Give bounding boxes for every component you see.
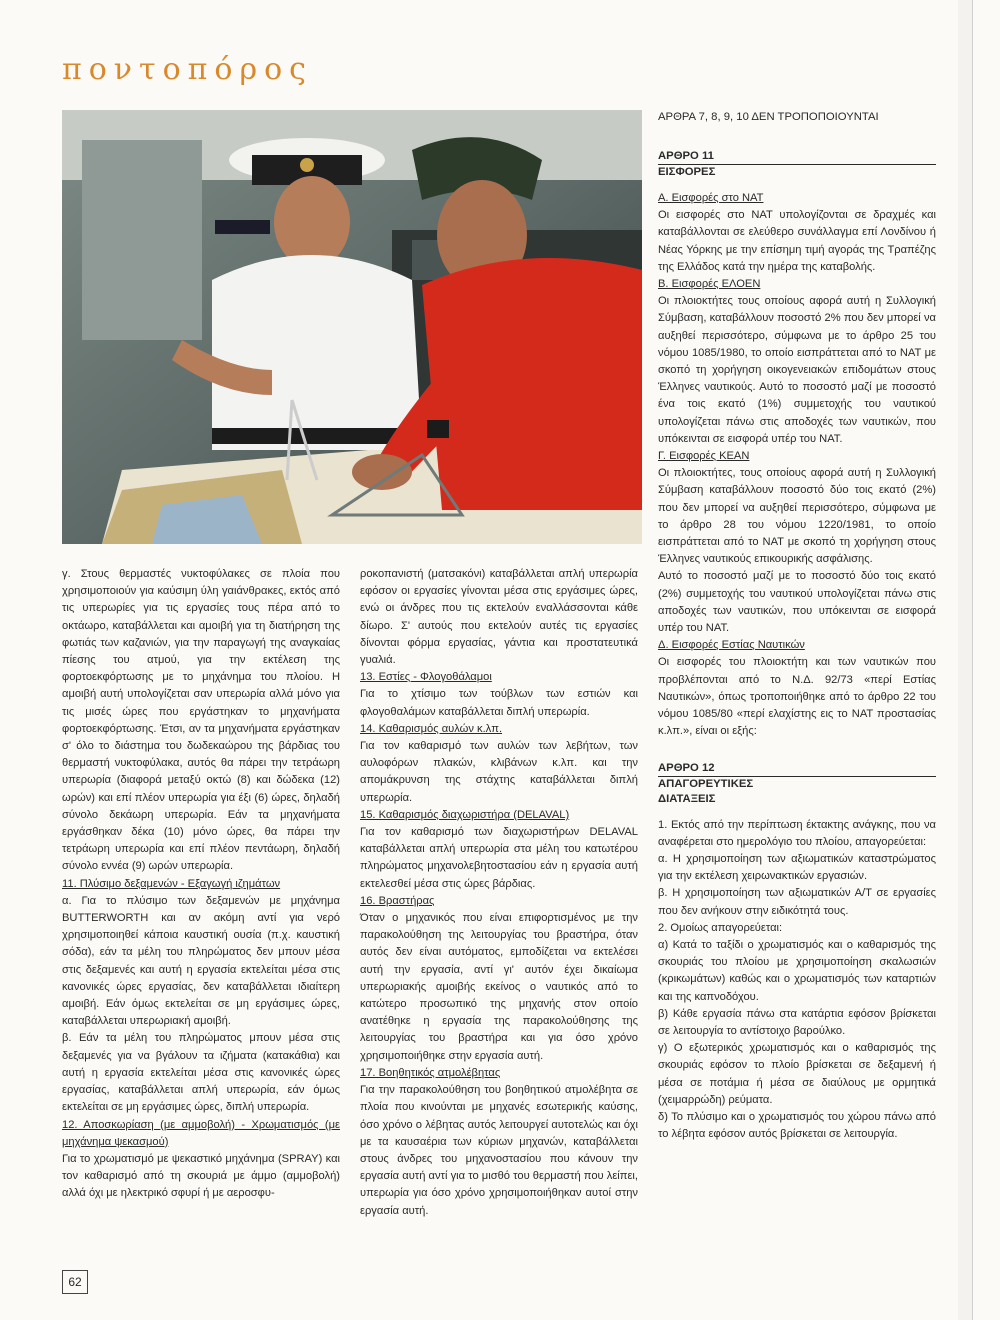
col2-paragraph: Για τον καθαρισμό των διαχωριστήρων DELAVAL καταβάλλεται απλή υπερωρία στα μέλη του κατωτέρου πληρώματος μηχανολεβητοστασίου εάν η εργασία αυτή εκτελεσθεί μέσα στις ώρες βάρδιας.: [360, 826, 638, 890]
section-heading: 13. Εστίες - Φλογοθάλαμοι: [360, 671, 492, 684]
col1-paragraph: γ. Στους θερμαστές νυκτοφύλακες σε πλοία που χρησιμοποιούν για καύσιμη ύλη γαιάνθρακες, εκτός από τις υπερωρίες για τις εργασίες τους πέρα από το οκτάωρο, καταβάλλεται και αμοιβή για τη διατήρηση της φωτιάς των καζανιών, για την παραγωγή της αναγκαίας πίεσης του ατμού, για την εκτέλεση της φορτοεκφόρτωσης με το μηχάνημα του πλοίου. Η αμοιβή αυτή υπολογίζεται σαν υπερωρία αλλά μόνο για τις μισές ώρες που εργάστηκαν το μηχανήματα φορτοεκφόρτωσης. Έτσι, αν τα μηχανήματα εργάστηκαν σ' όλο το διάστημα του δωδεκαώρου της βάρδιας του θερμαστή νυκτοφύλακα, αυτός θα πάρει την τετράωρη υπερωρία (διαφορά μεταξύ οκτώ (8) και δώδεκα (12) ωρών) και επί πλέον υπερωρία για έξι (6) ώρες, δηλαδή σύνολο δεκάωρη υπερωρία. Εάν τα μηχανήματα εργάσθηκαν δέκα (10) μόνο ώρες, θα πάρει την τετράωρη υπερωρία και επί πλέον πεντάωρη, δηλαδή σύνολο εννέα (9) ωρών υπερωρία.: [62, 568, 340, 873]
article-11-title: ΑΡΘΡΟ 11: [658, 150, 714, 162]
article-12-paragraph: β) Κάθε εργασία πάνω στα κατάρτια εφόσον βρίσκεται σε λειτουργία το αντίστοιχο βαρούλκο.: [658, 1007, 936, 1037]
article-11-paragraph: Οι εισφορές στο ΝΑΤ υπολογίζονται σε δραχμές και καταβάλλονται σε ελεύθερο συνάλλαγμα επί Λονδίνου ή Νέας Υόρκης με την επίσημη τιμή αγοράς της Τραπέζης της Ελλάδος κατά την ημέρα της καταβολής.: [658, 209, 936, 273]
col1-paragraph: β. Εάν τα μέλη του πληρώματος μπουν μέσα στις δεξαμενές για να βγάλουν τα ιζήματα (κατακάθια) και αυτή η εργασία εκτελείται μέσα στις κανονικές ώρες εργασίας, καταβάλλεται απλή υπερωρία, εάν όμως εκτελείται σε μη εργάσιμες ώρες, διπλή υπερωρία.: [62, 1032, 340, 1114]
article-11-subtitle: ΕΙΣΦΟΡΕΣ: [658, 166, 716, 178]
article-12-subtitle-2: ΔΙΑΤΑΞΕΙΣ: [658, 792, 716, 805]
col2-paragraph: Για την παρακολούθηση του βοηθητικού ατμολέβητα σε πλοία που κινούνται με μηχανές εσωτερικής καύσης, όσο χρόνο ο λέβητας αυτός λειτουργεί αυτοτελώς και όχι με τα καυσαέρια των κύριων μηχανών, καταβάλλεται στους άνδρες του μηχανοστασίου που κάνουν την εργασία αυτή αντί για το μισθό του θερμαστή που λείπει, υπερωρία για όσο χρόνο χρησιμοποιήθηκαν αυτοί στην εργασία αυτή.: [360, 1084, 638, 1217]
article-12-paragraph: δ) Το πλύσιμο και ο χρωματισμός του χώρου πάνω από το λέβητα εφόσον αυτός βρίσκεται σε λειτουργία.: [658, 1110, 936, 1141]
articles-unchanged-note: ΑΡΘΡΑ 7, 8, 9, 10 ΔΕΝ ΤΡΟΠΟΠΟΙΟΥΝΤΑΙ: [658, 111, 879, 123]
page-number: 62: [62, 1270, 88, 1294]
col1-paragraph: Για το χρωματισμό με ψεκαστικό μηχάνημα (SPRAY) και τον καθαρισμό από τη σκουριά με άμμο (αμμοβολή) αλλά όχι με ηλεκτρικό σφυρί ή με αεροσφυ-: [62, 1152, 340, 1200]
section-heading: 12. Αποσκωρίαση (με αμμοβολή) - Χρωματισμός (με μηχάνημα ψεκασμού): [62, 1118, 340, 1148]
article-11-paragraph: Οι πλοιοκτήτες, τους οποίους αφορά αυτή η Συλλογική Σύμβαση καταβάλλουν ποσοστό δύο τοις εκατό (2%) που δεν μπορεί να αυξηθεί περισσότερο, σύμφωνα με το άρθρο 28 του νόμου 1220/1981, το οποίο εισπράττεται από το ΝΑΤ με σκοπό τη χορήγηση στους Έλληνες ναυτικούς επικουρικής ασφάλισης.: [658, 467, 936, 566]
article-11-subheading: Δ. Εισφορές Εστίας Ναυτικών: [658, 639, 805, 652]
article-11-subheading: Α. Εισφορές στο ΝΑΤ: [658, 192, 764, 204]
magazine-brand: ποντοπόρος: [62, 52, 313, 87]
photo-officers-at-chart-table: [62, 110, 642, 544]
article-11-paragraph: Οι εισφορές του πλοιοκτήτη και των ναυτικών που προβλέπονται από το Ν.Δ. 92/73 «περί Εστίας Ναυτικών», όπως τροποποιήθηκε από το άρθρο 22 του νόμου 1085/80 «περί ελαχίστης εις το ΝΑΤ προστασίας κ.λπ.», είναι οι εξής:: [658, 656, 936, 738]
section-heading: 15. Καθαρισμός διαχωριστήρα (DELAVAL): [360, 808, 570, 821]
article-12-subtitle: ΑΠΑΓΟΡΕΥΤΙΚΕΣ: [658, 777, 754, 790]
article-11-subheading: Γ. Εισφορές ΚΕΑΝ: [658, 450, 750, 463]
column-1: [62, 566, 340, 1203]
column-3: [658, 110, 936, 1143]
page-edge-line: [972, 0, 973, 1320]
col2-paragraph: ροκοπανιστή (ματσακόνι) καταβάλλεται απλή υπερωρία εφόσον οι εργασίες γίνονται μέσα στις εργάσιμες ώρες, ενώ οι άνδρες που τις εκτελούν εναλλάσσονται κάθε δίωρο. Σ' αυτούς που εκτελούν αυτές τις εργασίες δίνονται φόρμα εργασίας, γάντια και προστατευτικά γυαλιά.: [360, 568, 638, 667]
article-12-title: ΑΡΘΡΟ 12: [658, 761, 715, 774]
article-12-paragraph: α. Η χρησιμοποίηση των αξιωματικών καταστρώματος για την εκτέλεση χειρωνακτικών εργασιών.: [658, 852, 936, 883]
article-11-paragraph: Οι πλοιοκτήτες τους οποίους αφορά αυτή η Συλλογική Σύμβαση, καταβάλλουν ποσοστό 2% που δεν μπορεί να αυξηθεί περισσότερο, σύμφωνα με το άρθρο 25 του νόμου 1085/1980, το οποίο εισπράττεται από το ΝΑΤ με σκοπό τη χορήγηση οικογενειακών επιδομάτων στους Έλληνες ναυτικούς. Αυτό το ποσοστό μαζί με ποσοστό ένα τοις εκατό (1%) συμμετοχής του ναυτικού υπολογίζεται πάνω στις αποδοχές των ναυτικών, που υπόκεινται σε εισφορά υπέρ του ΝΑΤ.: [658, 295, 936, 445]
article-12-paragraph: α) Κατά το ταξίδι ο χρωματισμός και ο καθαρισμός της σκουριάς του πλοίου με χρησιμοποίηση σκαλωσιών (κρικωμάτων) καθώς και ο χρωματισμός των καταρτιών και της καπνοδόχου.: [658, 938, 936, 1003]
article-12-paragraph: γ) Ο εξωτερικός χρωματισμός και ο καθαρισμός της σκουριάς εφόσον το πλοίο βρίσκεται σε δεξαμενή ή μέσα σε ποτάμια ή μέσα σε διαύλους με ορμητικά (χειμαρρώδη) ρεύματα.: [658, 1042, 936, 1106]
section-heading: 14. Καθαρισμός αυλών κ.λπ.: [360, 722, 503, 735]
column-2: [360, 566, 638, 1220]
col1-paragraph: α. Για το πλύσιμο των δεξαμενών με μηχάνημα BUTTERWORTH και αν ακόμη αντί για νερό χρησιμοποιηθεί κάποια καυστική ουσία (π.χ. καυστική σόδα), εάν τα μέλη του πληρώματος δεν μπουν μέσα στις δεξαμενές και αυτή η εργασία εκτελείται μέσα στις κανονικές ώρες εργασίας, δεν καταβάλλεται ιδιαίτερη αμοιβή. Εάν όμως εκτελείται σε μη εργάσιμες ώρες, καταβάλλεται υπερωριακή αμοιβή.: [62, 894, 340, 1028]
article-12-paragraph: 2. Ομοίως απαγορεύεται:: [658, 921, 783, 934]
col2-paragraph: Για τον καθαρισμό των αυλών των λεβήτων, των αυλοφόρων πλακών, κλιβάνων κ.λπ. και την απομάκρυνση της στάχτης καταβάλλεται διπλή υπερωρία.: [360, 740, 638, 804]
article-12-paragraph: 1. Εκτός από την περίπτωση έκτακτης ανάγκης, που να αναφέρεται στο ημερολόγιο του πλοίου, απαγορεύεται:: [658, 818, 936, 848]
page-edge-shade: [958, 0, 972, 1320]
article-12-paragraph: β. Η χρησιμοποίηση των αξιωματικών Α/Τ σε εργασίες που δεν ανήκουν στην ειδικότητά τους.: [658, 887, 936, 917]
section-heading: 17. Βοηθητικός ατμολέβητας: [360, 1066, 501, 1079]
section-heading: 16. Βραστήρας: [360, 894, 435, 907]
article-11-paragraph: Αυτό το ποσοστό μαζί με το ποσοστό δύο τοις εκατό (2%) συμμετοχής του ναυτικού υπολογίζεται πάνω στις αποδοχές των ναυτικών, που υπόκεινται σε εισφορά υπέρ του ΝΑΤ.: [658, 570, 936, 635]
article-11-subheading: Β. Εισφορές ΕΛΟΕΝ: [658, 278, 761, 291]
section-heading: 11. Πλύσιμο δεξαμενών - Εξαγωγή ιζημάτων: [62, 877, 281, 890]
col2-paragraph: Όταν ο μηχανικός που είναι επιφορτισμένος με την παρακολούθηση της λειτουργίας του βραστήρα, όταν αυτός δεν είναι αυτόματος, εμποδίζεται να εκτελέσει αυτή την εργασία, αντί γι' αυτόν έχει δικαίωμα υπερωριακής αμοιβής εκείνος ο ναυτικός από το κατώτερο προσωπικό της μηχανής στον οποίο ανατέθηκε η εργασία της παρακολούθησης της λειτουργίας του βραστήρα και για όσο χρόνο χρησιμοποιήθηκε στην εργασία αυτή.: [360, 912, 638, 1062]
col2-paragraph: Για το χτίσιμο των τούβλων των εστιών και φλογοθαλάμων καταβάλλεται διπλή υπερωρία.: [360, 688, 638, 718]
